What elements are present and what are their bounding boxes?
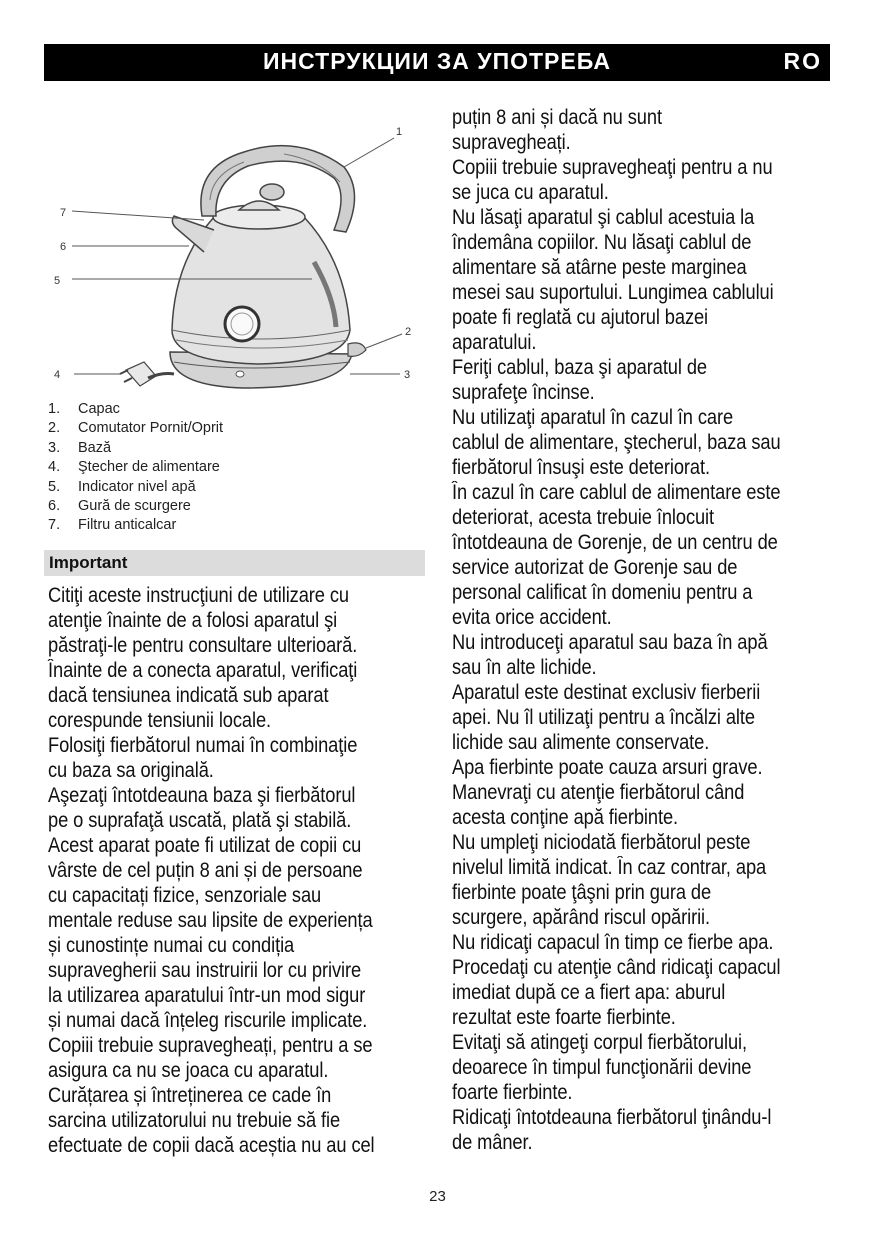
text-line: păstraţi-le pentru consultare ulterioară.: [48, 634, 358, 657]
text-line: mentale reduse sau lipsite de experiența: [48, 909, 373, 932]
important-heading: Important: [49, 553, 128, 572]
legend-item: 6. Gură de scurgere: [48, 498, 191, 515]
text-line: corespunde tensiunii locale.: [48, 709, 272, 732]
text-line: evita orice accident.: [452, 606, 612, 629]
text-line: nivelul limită indicat. În caz contrar, apa: [452, 856, 767, 879]
dial: [225, 307, 259, 341]
legend-item: 7. Filtru anticalcar: [48, 517, 177, 534]
text-line: îndemâna copiilor. Nu lăsaţi cablul de: [452, 231, 752, 254]
callout-1: 1: [396, 126, 403, 138]
text-line: Acest aparat poate fi utilizat de copii cu: [48, 834, 362, 857]
text-line: deoarece în timpul funcţionării devine: [452, 1056, 752, 1079]
left-text-column: [48, 583, 479, 1158]
text-line: la utilizarea aparatului într-un mod sigur: [48, 984, 366, 1007]
text-line: Aşezaţi întotdeauna baza şi fierbătorul: [48, 784, 356, 807]
text-line: asigura ca nu se joaca cu aparatul.: [48, 1059, 329, 1082]
text-line: Nu lăsaţi aparatul şi cablul acestuia la: [452, 206, 755, 229]
text-line: cu capacitați fizice, senzoriale sau: [48, 884, 322, 907]
text-line: Apa fierbinte poate cauza arsuri grave.: [452, 756, 763, 779]
text-line: Nu introduceţi aparatul sau baza în apă: [452, 631, 768, 654]
text-line: Nu ridicaţi capacul în timp ce fierbe apa.: [452, 931, 774, 954]
text-line: personal calificat în domeniu pentru a: [452, 581, 753, 604]
parts-legend: [48, 400, 223, 536]
text-line: acesta conţine apă fierbinte.: [452, 806, 679, 829]
language-code: RO: [783, 48, 822, 74]
kettle-illustration: [44, 112, 429, 402]
text-line: și cunostințe numai cu condiția: [48, 934, 295, 957]
text-line: și numai dacă înțeleg riscurile implicate.: [48, 1009, 368, 1032]
right-text-column: [452, 105, 875, 1155]
callout-5: 5: [54, 275, 61, 287]
power-plug: [126, 362, 156, 386]
callout-4: 4: [54, 369, 61, 381]
text-line: sarcina utilizatorului nu trebuie să fie: [48, 1109, 341, 1132]
callout-2: 2: [405, 326, 412, 338]
text-line: întotdeauna de Gorenje, de un centru de: [452, 531, 778, 554]
text-line: sau în alte lichide.: [452, 656, 597, 679]
text-line: se juca cu aparatul.: [452, 181, 609, 204]
callout-6: 6: [60, 241, 67, 253]
text-line: Feriţi cablul, baza şi aparatul de: [452, 356, 707, 379]
text-line: apei. Nu îl utilizaţi pentru a încălzi alte: [452, 706, 755, 729]
text-line: atenţie înainte de a folosi aparatul şi: [48, 609, 338, 632]
important-section-header: [44, 550, 425, 576]
callout-7: 7: [60, 207, 67, 219]
text-line: mesei sau suportului. Lungimea cablului: [452, 281, 774, 304]
text-line: supravegherii sau instruirii lor cu privire: [48, 959, 362, 982]
text-line: service autorizat de Gorenje sau de: [452, 556, 738, 579]
text-line: foarte fierbinte.: [452, 1081, 573, 1104]
text-line: Copiii trebuie supravegheaţi pentru a nu: [452, 156, 773, 179]
text-line: dacă tensiunea indicată sub aparat: [48, 684, 329, 707]
page-number: 23: [429, 1188, 446, 1205]
text-line: Evitaţi să atingeţi corpul fierbătorului,: [452, 1031, 747, 1054]
text-line: aparatului.: [452, 331, 537, 354]
text-line: Aparatul este destinat exclusiv fierberii: [452, 681, 761, 704]
text-line: Copiii trebuie supravegheați, pentru a se: [48, 1034, 373, 1057]
text-line: efectuate de copii dacă aceștia nu au cel: [48, 1134, 375, 1157]
text-line: cu baza sa originală.: [48, 759, 214, 782]
text-line: suprafeţe încinse.: [452, 381, 595, 404]
text-line: imediat după ce a fiert apa: aburul: [452, 981, 726, 1004]
text-line: Manevraţi cu atenţie fierbătorul când: [452, 781, 745, 804]
text-line: Citiţi aceste instrucţiuni de utilizare cu: [48, 584, 349, 607]
text-line: rezultat este foarte fierbinte.: [452, 1006, 676, 1029]
power-switch: [348, 343, 366, 357]
text-line: vârste de cel puțin 8 ani și de persoane: [48, 859, 363, 882]
text-line: alimentare să atârne peste marginea: [452, 256, 747, 279]
text-line: lichide sau alimente conservate.: [452, 731, 710, 754]
legend-item: 1. Capac: [48, 401, 120, 417]
lid-knob: [260, 184, 284, 200]
header-title: ИНСТРУКЦИИ ЗА УПОТРЕБА: [263, 48, 611, 74]
text-line: pe o suprafaţă uscată, plată şi stabilă.: [48, 809, 352, 832]
text-line: Procedaţi cu atenţie când ridicaţi capacul: [452, 956, 781, 979]
text-line: Curățarea și întreținerea ce cade în: [48, 1084, 332, 1107]
text-line: Nu utilizaţi aparatul în cazul în care: [452, 406, 734, 429]
text-line: supravegheați.: [452, 131, 571, 154]
page-header: [44, 44, 830, 81]
text-line: Ridicaţi întotdeauna fierbătorul ţinându-l: [452, 1106, 772, 1129]
text-line: Înainte de a conecta aparatul, verificaţi: [48, 659, 358, 682]
text-line: fierbătorul însuşi este deteriorat.: [452, 456, 710, 479]
kettle-diagram: [44, 112, 429, 402]
callout-3: 3: [404, 369, 411, 381]
text-line: de mâner.: [452, 1131, 533, 1154]
text-line: scurgere, apărând riscul opăririi.: [452, 906, 711, 929]
text-line: Folosiţi fierbătorul numai în combinaţie: [48, 734, 358, 757]
text-line: fierbinte poate ţâşni prin gura de: [452, 881, 712, 904]
text-line: Nu umpleţi niciodată fierbătorul peste: [452, 831, 751, 854]
text-line: puțin 8 ani și dacă nu sunt: [452, 106, 662, 129]
text-line: poate fi reglată cu ajutorul bazei: [452, 306, 709, 329]
text-line: deteriorat, acesta trebuie înlocuit: [452, 506, 715, 529]
legend-item: 2. Comutator Pornit/Oprit: [48, 420, 224, 437]
legend-item: 5. Indicator nivel apă: [48, 478, 196, 495]
text-line: În cazul în care cablul de alimentare este: [452, 481, 781, 504]
text-line: cablul de alimentare, ştecherul, baza sau: [452, 431, 781, 454]
legend-item: 4. Ştecher de alimentare: [48, 459, 220, 476]
legend-item: 3. Bază: [48, 439, 112, 456]
